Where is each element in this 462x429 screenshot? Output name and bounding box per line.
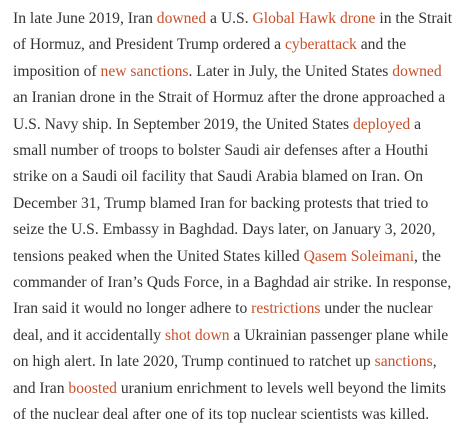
text-segment: and the imposition of (13, 36, 407, 80)
text-segment: an Iranian drone in the Strait of Hormuz after the drone approached a U.S. Navy ship. In September 2019, the United States (13, 89, 446, 133)
link-downed-global-hawk[interactable]: downed (156, 10, 207, 27)
text-segment: under the nuclear deal, and it accidentally (13, 300, 433, 344)
link-restrictions[interactable]: restrictions (251, 300, 321, 318)
text-segment: a U.S. (206, 10, 253, 27)
text-segment: a small number of troops to bolster Saudi air defenses after a Houthi strike on a Saudi oil facility that Saudi Arabia blamed on Iran. On December 31, Trump blamed Iran for backing protests that tried to seize the U.S. Embassy in Baghdad. Days later, on January 3, 2020, tensions peaked when the United States killed (13, 115, 436, 265)
paragraph (13, 6, 456, 429)
link-sanctions[interactable]: sanctions (374, 353, 433, 371)
link-deployed[interactable]: deployed (353, 115, 411, 133)
text-segment: uranium enrichment to levels well beyond the limits of the nuclear deal after one of its top nuclear scientists was killed. (13, 379, 447, 424)
text-segment: In late June 2019, Iran (13, 10, 157, 27)
text-segment: . Later in July, the United States (188, 62, 393, 80)
link-global-hawk-drone[interactable]: Global Hawk drone (252, 10, 376, 27)
text-segment: , and Iran (13, 353, 437, 397)
link-qasem-soleimani[interactable]: Qasem Soleimani (303, 247, 415, 265)
text-segment: in the Strait of Hormuz, and President Trump ordered a (13, 10, 453, 54)
text-segment: a Ukrainian passenger plane while on high alert. In late 2020, Trump continued to ratchet up (13, 326, 449, 371)
link-new-sanctions[interactable]: new sanctions (100, 62, 189, 80)
text-segment: , the commander of Iran’s Quds Force, in a Baghdad air strike. In response, Iran said it would no longer adhere to (13, 247, 452, 318)
link-shot-down[interactable]: shot down (164, 326, 230, 344)
link-downed-iranian-drone[interactable]: downed (392, 62, 442, 80)
link-boosted[interactable]: boosted (68, 379, 117, 397)
link-cyberattack[interactable]: cyberattack (284, 36, 357, 54)
